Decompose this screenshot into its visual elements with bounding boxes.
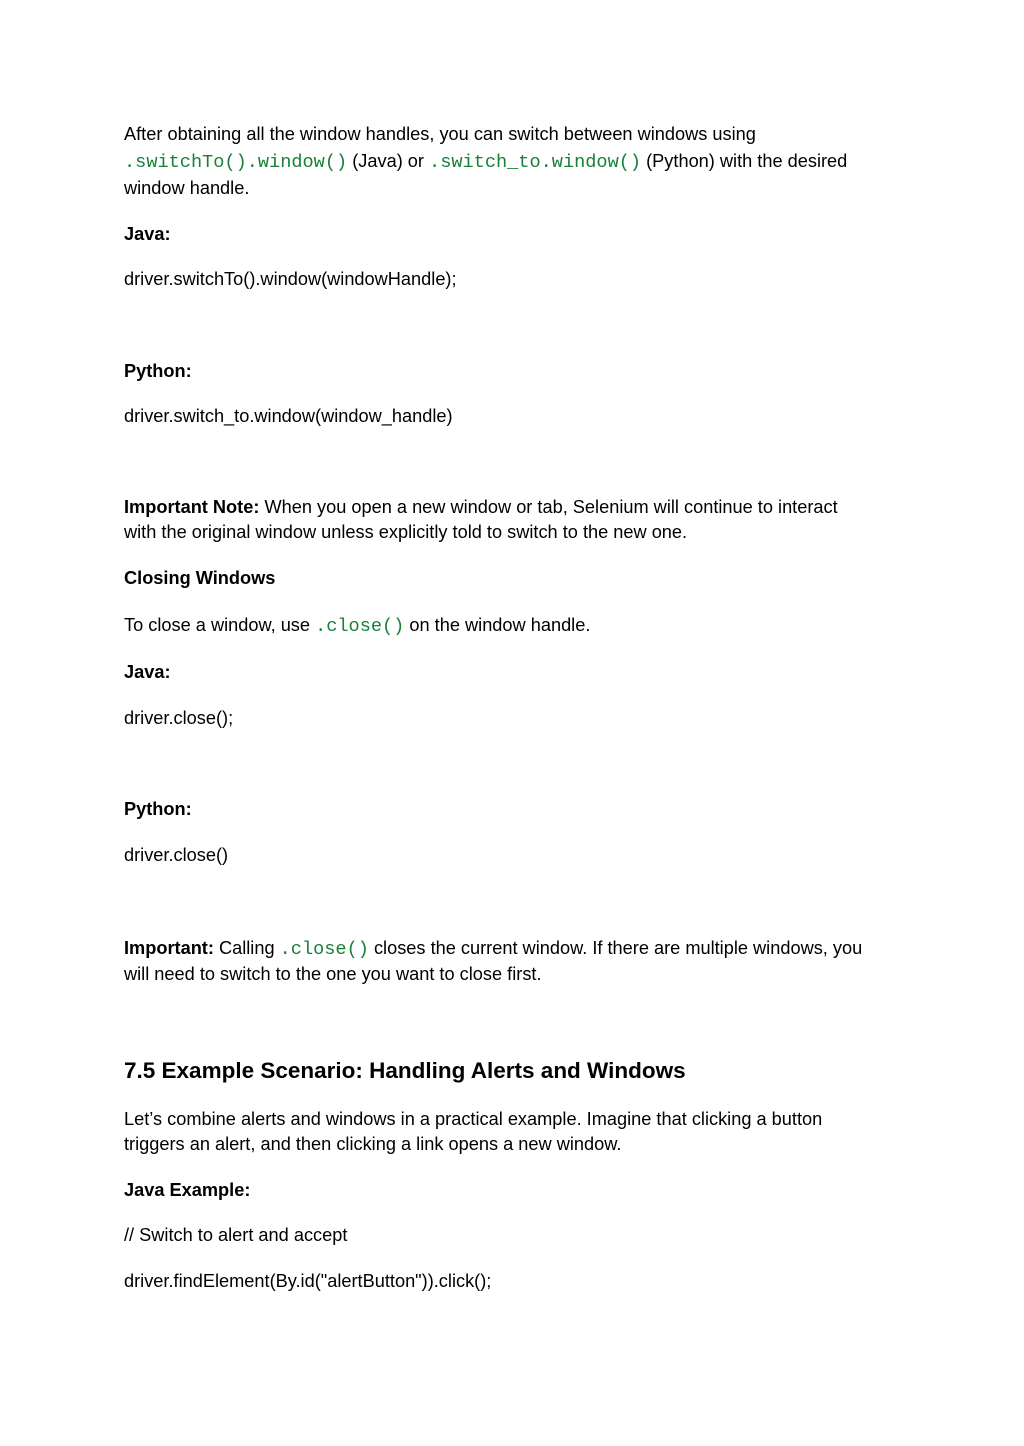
important-close-line-2: will need to switch to the one you want to close first. bbox=[124, 964, 542, 984]
important-label: Important: bbox=[124, 938, 214, 958]
important-close-line-1: Important: Calling .close() closes the current window. If there are multiple windows, you bbox=[124, 938, 863, 960]
java-switch-code: driver.switchTo().window(windowHandle); bbox=[124, 269, 457, 289]
section-7-5-line-2: triggers an alert, and then clicking a link opens a new window. bbox=[124, 1134, 622, 1154]
python-switch-code: driver.switch_to.window(window_handle) bbox=[124, 406, 453, 426]
intro-line-1: After obtaining all the window handles, you can switch between windows using bbox=[124, 124, 756, 144]
section-7-5-line-1: Let’s combine alerts and windows in a practical example. Imagine that clicking a button bbox=[124, 1109, 823, 1129]
inline-code-close-2: .close() bbox=[279, 939, 369, 960]
intro-line-2: .switchTo().window() (Java) or .switch_to.window() (Python) with the desired bbox=[124, 151, 848, 173]
closing-windows-heading: Closing Windows bbox=[124, 568, 276, 588]
java-close-code: driver.close(); bbox=[124, 708, 234, 728]
intro-line-3: window handle. bbox=[124, 178, 250, 198]
inline-code-switchto-window: .switchTo().window() bbox=[124, 152, 348, 173]
important-note-line-2: with the original window unless explicitly told to switch to the new one. bbox=[124, 522, 688, 542]
java-close-label: Java: bbox=[124, 662, 171, 682]
python-label: Python: bbox=[124, 361, 192, 381]
java-example-label: Java Example: bbox=[124, 1180, 251, 1200]
closing-windows-text: To close a window, use .close() on the window handle. bbox=[124, 615, 591, 637]
inline-code-close: .close() bbox=[315, 616, 405, 637]
code-comment: // Switch to alert and accept bbox=[124, 1225, 348, 1245]
code-find-element: driver.findElement(By.id("alertButton")).click(); bbox=[124, 1271, 492, 1291]
section-heading-7-5: 7.5 Example Scenario: Handling Alerts and Windows bbox=[124, 1058, 686, 1083]
important-note-label: Important Note: bbox=[124, 497, 260, 517]
python-close-label: Python: bbox=[124, 799, 192, 819]
java-label: Java: bbox=[124, 224, 171, 244]
important-note-line-1: Important Note: When you open a new window or tab, Selenium will continue to interact bbox=[124, 497, 838, 517]
python-close-code: driver.close() bbox=[124, 845, 229, 865]
inline-code-switch-to-window: .switch_to.window() bbox=[429, 152, 642, 173]
